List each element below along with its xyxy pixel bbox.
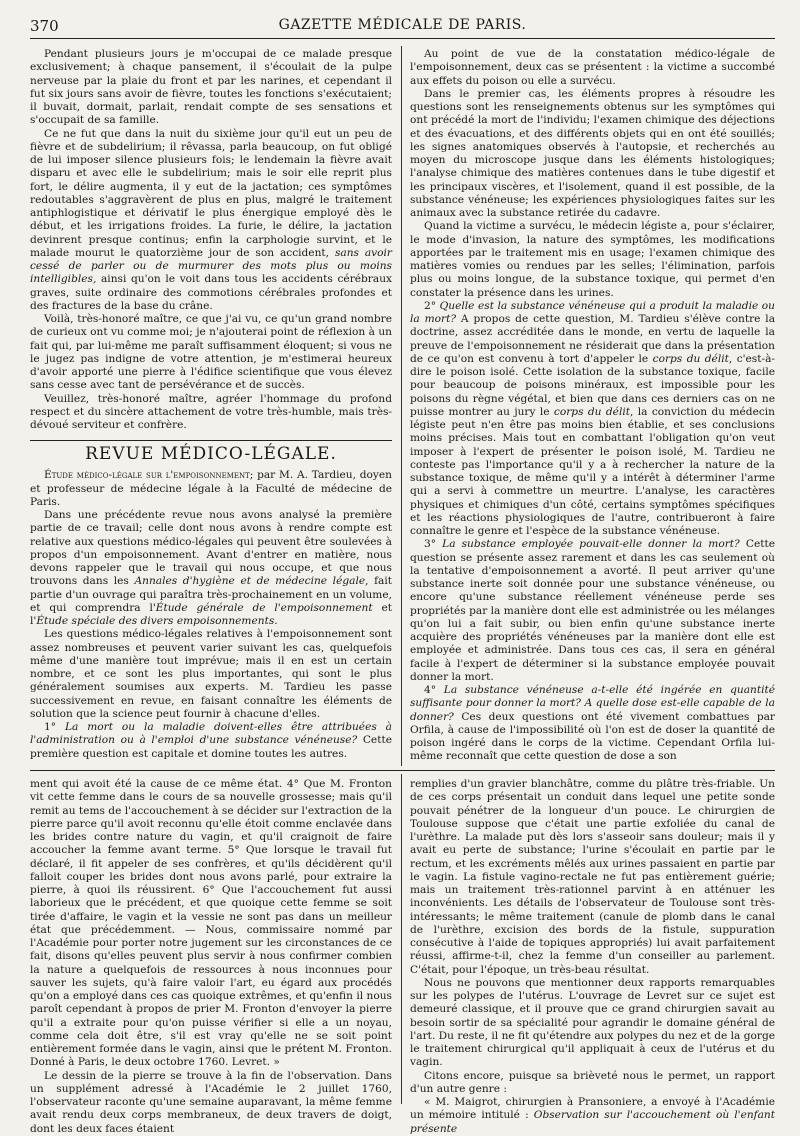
paragraph: Ce ne fut que dans la nuit du sixième jour qu'il eut un peu de fièvre et de subdelirium; il rêvassa, parla beaucoup, on fut obligé de lui imposer silence plusieurs fois; le lendemain la fièvre avait disparu et avec elle le subdelirium; mais le soir elle reprit plus fort, le délire augmenta, il y eut de la jactation; ces symptômes redoutables s'aggravèrent de plus en plus, malgré le traitement antiphlogistique et dérivatif le plus énergique employé dès le début, et les irrigations froides. La furie, le délire, la jactation devinrent presque continus; enfin la carphologie survint, et le malade mourut le quatorzième jour de son accident, sans avoir cessé de parler ou de murmurer des mots plus ou moins intelligibles, ainsi qu'on le voit dans tous les accidents cérébraux graves, suite ordinaire des commotions cérébrales profondes et des fractures de la base du crâne. xyxy=(30,127,392,312)
paragraph: « M. Maigrot, chirurgien à Pransoniere, a envoyé à l'Académie un mémoire intitulé : Observation sur l'accouchement où l'enfant présente xyxy=(410,1096,775,1135)
paragraph: ment qui avoit été la cause de ce même état. 4° Que M. Fronton vit cette femme dans le cours de sa nouvelle grossesse; mais qu'il remit au tems de l'accouchement à se décider sur l'extraction de la pierre parce qu'il avoit reconnu qu'elle étoit comme enclavée dans les brides contre nature du vagin, et qu'il craignoit de faire accoucher la femme avant terme. 5° Que lorsque le travail fut déclaré, il fit appeler de ses confrères, et qu'ils décidèrent qu'il falloit couper les brides dont nous avons parlé, pour extraire la pierre, à quoi ils réussirent. 6° Que l'accouchement fut aussi laborieux que le précédent, et que quoique cette femme se soit tirée d'affaire, le vagin et la vessie ne sont pas dans un meilleur état que précédemment. — Nous, commissaire nommé par l'Académie pour porter notre jugement sur les circonstances de ce fait, disons qu'elles peuvent plus servir à nous confirmer combien la nature a quelquefois de ressources à nous inconnues pour sauver les sujets, qu'à faire valoir l'art, eu égard aux procédés qu'on a employé dans ces cas quoique extrêmes, et qu'enfin il nous paroît cependant à propos de prier M. Fronton d'envoyer la pierre qu'il a extraite pour qu'on puisse vérifier si elle a un noyau, comme cela doit être, s'il est vray qu'elle ne se soit point entièrement formée dans le vagin, ainsi que le prétent M. Fronton. Donné à Paris, le deux octobre 1760. Levret. » xyxy=(30,778,392,1069)
running-head xyxy=(30,14,775,39)
paragraph: 3° La substance employée pouvait-elle donner la mort? Cette question se présente assez rarement et dans les cas seulement où la tentative d'empoisonnement a avorté. Il peut arriver qu'une substance inerte soit donnée pour une substance vénéneuse, ou encore qu'une substance réellement vénéneuse perde ses propriétés par la manière dont elle est administrée ou les mélanges qu'on lui a fait subir, ou bien enfin qu'une substance inerte acquière des propriétés vénéneuses par la manière dont elle est employée et administrée. Dans tous ces cas, il sera en général facile à l'expert de déterminer si la substance employée pouvait donner la mort. xyxy=(410,538,776,683)
column-divider xyxy=(401,774,402,1104)
bottom-left-column xyxy=(30,778,392,1135)
right-column xyxy=(410,48,775,766)
paragraph: Dans le premier cas, les éléments propres à résoudre les questions sont les renseignements obtenus sur les symptômes qui ont précédé la mort de l'individu; l'examen chimique des déjections et des évacuations, et des différents objets qui en ont été souillés; les signes anatomiques observés à l'autopsie, et recherchés au moyen du microscope jusque dans les éléments histologiques; l'analyse chimique des matières contenues dans le tube digestif et les principaux viscères, et l'isolement, quand il est possible, de la substance vénéneuse; les expériences physiologiques faites sur les animaux avec la substance retirée du cadavre. xyxy=(410,87,775,219)
paragraph: Les questions médico-légales relatives à l'empoisonnement sont assez nombreuses et peuvent varier suivant les cas, quelquefois même d'une manière tout imprévue; mais il en est un certain nombre, et ce sont les plus importantes, qui sont le plus généralement soumises aux experts. M. Tardieu les passe successivement en revue, en faisant connaître les éléments de solution que la science peut fournir à chacune d'elles. xyxy=(30,628,392,720)
paragraph: Quand la victime a survécu, le médecin légiste a, pour s'éclairer, le mode d'invasion, la nature des symptômes, les modifications apportées par le traitement mis en usage; l'examen chimique des matières vomies ou rendues par les selles; l'élimination, parfois plus ou moins longue, de la substance toxique, qui permet d'en constater la présence dans les urines. xyxy=(410,220,775,299)
journal-title: GAZETTE MÉDICALE DE PARIS. xyxy=(278,17,527,33)
section-title: REVUE MÉDICO-LÉGALE. xyxy=(85,444,337,465)
paragraph: Pendant plusieurs jours je m'occupai de ce malade presque exclusivement; à chaque pansement, il s'écoulait de la pulpe nerveuse par la plaie du front et par les narines, et cependant il fut six jours sans avoir de fièvre, toutes les fonctions s'exécutaient; il buvait, dormait, parlait, rendait compte de ses sensations et s'occupait de sa famille. xyxy=(30,48,392,127)
paragraph: 2° Quelle est la substance vénéneuse qui a produit la maladie ou la mort? A propos de cette question, M. Tardieu s'élève contre la doctrine, assez accréditée dans le monde, en vertu de laquelle la preuve de l'empoisonnement ne résiderait que dans la présentation de ce qu'on est convenu à tort d'appeler le corps du délit, c'est-à-dire le poison isolé. Cette isolation de la substance toxique, facile pour beaucoup de poisons minéraux, est impossible pour les poisons du règne végétal, et bien que dans ces derniers cas on ne puisse montrer au jury le corps du délit, la conviction du médecin légiste peut n'en être pas moins bien établie, et ses conclusions moins précises. Mais tout en combattant l'obligation qu'on veut imposer à l'expert de présenter le poison isolé, M. Tardieu ne conteste pas l'importance qu'il y a à rechercher la nature de la substance toxique, de même qu'il y a intérêt à déterminer l'arme qui a servi à commettre un meurtre. L'analyse, les caractères physiques et chimiques d'un côté, certains symptômes spécifiques et les réactions physiologiques de l'autre, contribueront à faire connaître le genre et l'espèce de la substance vénéneuse. xyxy=(410,299,776,537)
section-rule xyxy=(30,440,392,441)
paragraph: Au point de vue de la constatation médico-légale de l'empoisonnement, deux cas se présentent : la victime a succombé aux effets du poison ou elle a survécu. xyxy=(410,48,775,87)
page-number: 370 xyxy=(30,17,59,35)
bottom-right-column xyxy=(410,778,775,1135)
paragraph: Dans une précédente revue nous avons analysé la première partie de ce travail; celle dont nous avons à rendre compte est relative aux questions médico-légales qui peuvent être soulevées à propos d'un empoisonnement. Avant d'entrer en matière, nous devons rappeler que le travail qui nous occupe, et que nous trouvons dans les Annales d'hygiène et de médecine légale, fait partie d'un ouvrage qui paraîtra très-prochainement en un volume, et qui comprendra l'Étude générale de l'empoisonnement et l'Étude spéciale des divers empoisonnements. xyxy=(30,509,392,627)
paragraph: Nous ne pouvons que mentionner deux rapports remarquables sur les polypes de l'utérus. L'ouvrage de Levret sur ce sujet est demeuré classique, et il prouve que ce grand chirurgien savait au besoin sortir de sa spécialité pour agrandir le domaine général de l'art. Du reste, il ne fit qu'étendre aux polypes du nez et de la gorge le traitement chirurgical qu'il appliquait à ceux de l'utérus et du vagin. xyxy=(410,976,775,1069)
paragraph: Citons encore, puisque sa brièveté nous le permet, un rapport d'un autre genre : xyxy=(410,1069,775,1095)
column-divider xyxy=(401,46,402,766)
left-column xyxy=(30,48,392,766)
paragraph: 1° La mort ou la maladie doivent-elles être attribuées à l'administration ou à l'emploi d'une substance vénéneuse? Cette première question est capitale et domine toutes les autres. xyxy=(30,721,392,760)
horizontal-rule xyxy=(30,770,775,771)
paragraph: Le dessin de la pierre se trouve à la fin de l'observation. Dans un supplément adressé à l'Académie le 2 juillet 1760, l'observateur raconte qu'une semaine auparavant, la même femme avait rendu deux corps membraneux, de deux travers de doigt, dont les deux faces étaient xyxy=(30,1069,392,1135)
paragraph: 4° La substance vénéneuse a-t-elle été ingérée en quantité suffisante pour donner la mort? A quelle dose est-elle capable de la donner? Ces deux questions ont été vivement combattues par Orfila, à cause de l'impossibilité où l'on est de doser la quantité de poison ingéré dans le corps de la victime. Cependant Orfila lui-même reconnaît que cette question de dose a son xyxy=(410,684,776,763)
paragraph: Voilà, très-honoré maître, ce que j'ai vu, ce qu'un grand nombre de curieux ont vu comme moi; je n'ajouterai point de réflexion à un fait qui, par lui-même me paraît suffisamment éloquent; si vous ne le jugez pas indigne de votre attention, je m'estimerai heureux d'avoir apporté une pierre à l'édifice scientifique que vous élevez sans cesse avec tant de persévérance et de succès. xyxy=(30,313,392,392)
paragraph: remplies d'un gravier blanchâtre, comme du plâtre très-friable. Un de ces corps présentait un conduit dans lequel une petite sonde pouvait pénétrer de la longueur d'un pouce. Le chirurgien de Toulouse suppose que c'était une partie exfoliée du canal de l'urèthre. La malade put dès lors s'asseoir sans douleur; mais il y avait eu perte de substance; l'urine s'écoulait en partie par le rectum, et les excréments mêlés aux urines passaient en partie par le vagin. La fistule vagino-rectale ne fut pas entièrement guérie; mais un traitement très-rationnel parvint à en atténuer les inconvénients. Les détails de l'observateur de Toulouse sont très-intéressants; le même traitement (canule de plomb dans le canal de l'urèthre, excision des bords de la fistule, suppuration consécutive à l'aide de topiques appropriés) lui avait parfaitement réussi, affirme-t-il, chez la femme d'un conseiller au parlement. C'était, pour l'époque, un très-beau résultat. xyxy=(410,778,775,976)
paragraph: Veuillez, très-honoré maître, agréer l'hommage du profond respect et du sincère attachement de votre très-humble, mais très-dévoué serviteur et confrère. xyxy=(30,392,392,431)
article-subhead: Étude médico-légale sur l'empoisonnement; par M. A. Tardieu, doyen et professeur de médecine légale à la Faculté de médecine de Paris. xyxy=(30,469,392,508)
